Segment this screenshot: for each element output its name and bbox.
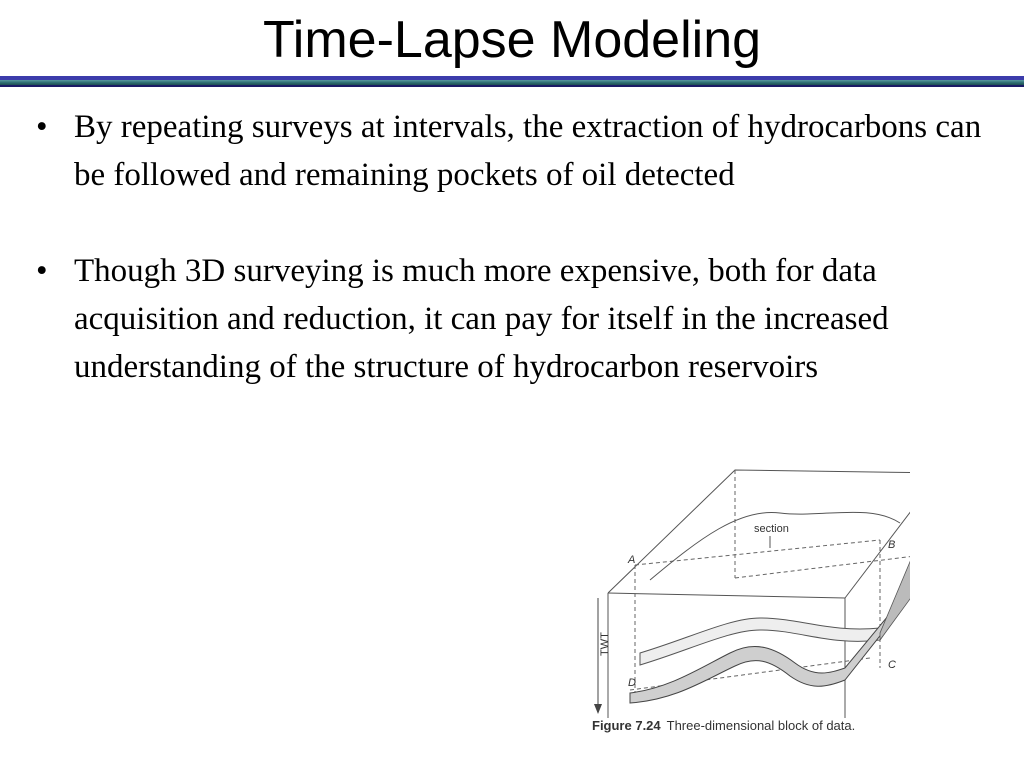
title-divider: [0, 74, 1024, 92]
divider-blue-line: [0, 76, 1024, 80]
block-outline: [608, 470, 910, 718]
top-front-edge: [608, 473, 910, 598]
divider-dark-line: [0, 85, 1024, 87]
front-top-edge: [608, 593, 845, 598]
corner-label-b: B: [888, 539, 896, 551]
corner-label-c: C: [888, 659, 896, 671]
figure-caption: [592, 718, 855, 733]
corner-label-d: D: [628, 677, 636, 689]
bullet-marker: •: [36, 109, 48, 145]
bullet-text: Though 3D surveying is much more expensive, both for data acquisition and reduction, it can pay for itself in the increased understanding of the structure of hydrocarbon reservoirs: [74, 253, 889, 385]
twt-arrow-head: [594, 704, 602, 714]
block-diagram: [580, 468, 910, 718]
bullet-list: [36, 103, 986, 391]
section-line-ab: [635, 540, 880, 565]
divider-teal-bar: [0, 80, 1024, 85]
twt-label: TWT: [599, 632, 611, 656]
hidden-back-bottom: [735, 553, 910, 578]
figure-caption-text: Three-dimensional block of data.: [666, 718, 856, 733]
seismic-block-figure: [580, 468, 910, 748]
top-right-edge: [845, 473, 910, 598]
bullet-marker: •: [36, 253, 48, 289]
section-label: section: [754, 523, 789, 535]
bullet-text: By repeating surveys at intervals, the extraction of hydrocarbons can be followed and remaining pockets of oil detected: [74, 109, 982, 193]
bullet-item: [36, 103, 986, 199]
bullet-item: [36, 247, 986, 391]
figure-number: Figure 7.24: [592, 718, 661, 733]
corner-label-a: A: [628, 554, 636, 566]
slide-title: Time-Lapse Modeling: [262, 11, 762, 69]
